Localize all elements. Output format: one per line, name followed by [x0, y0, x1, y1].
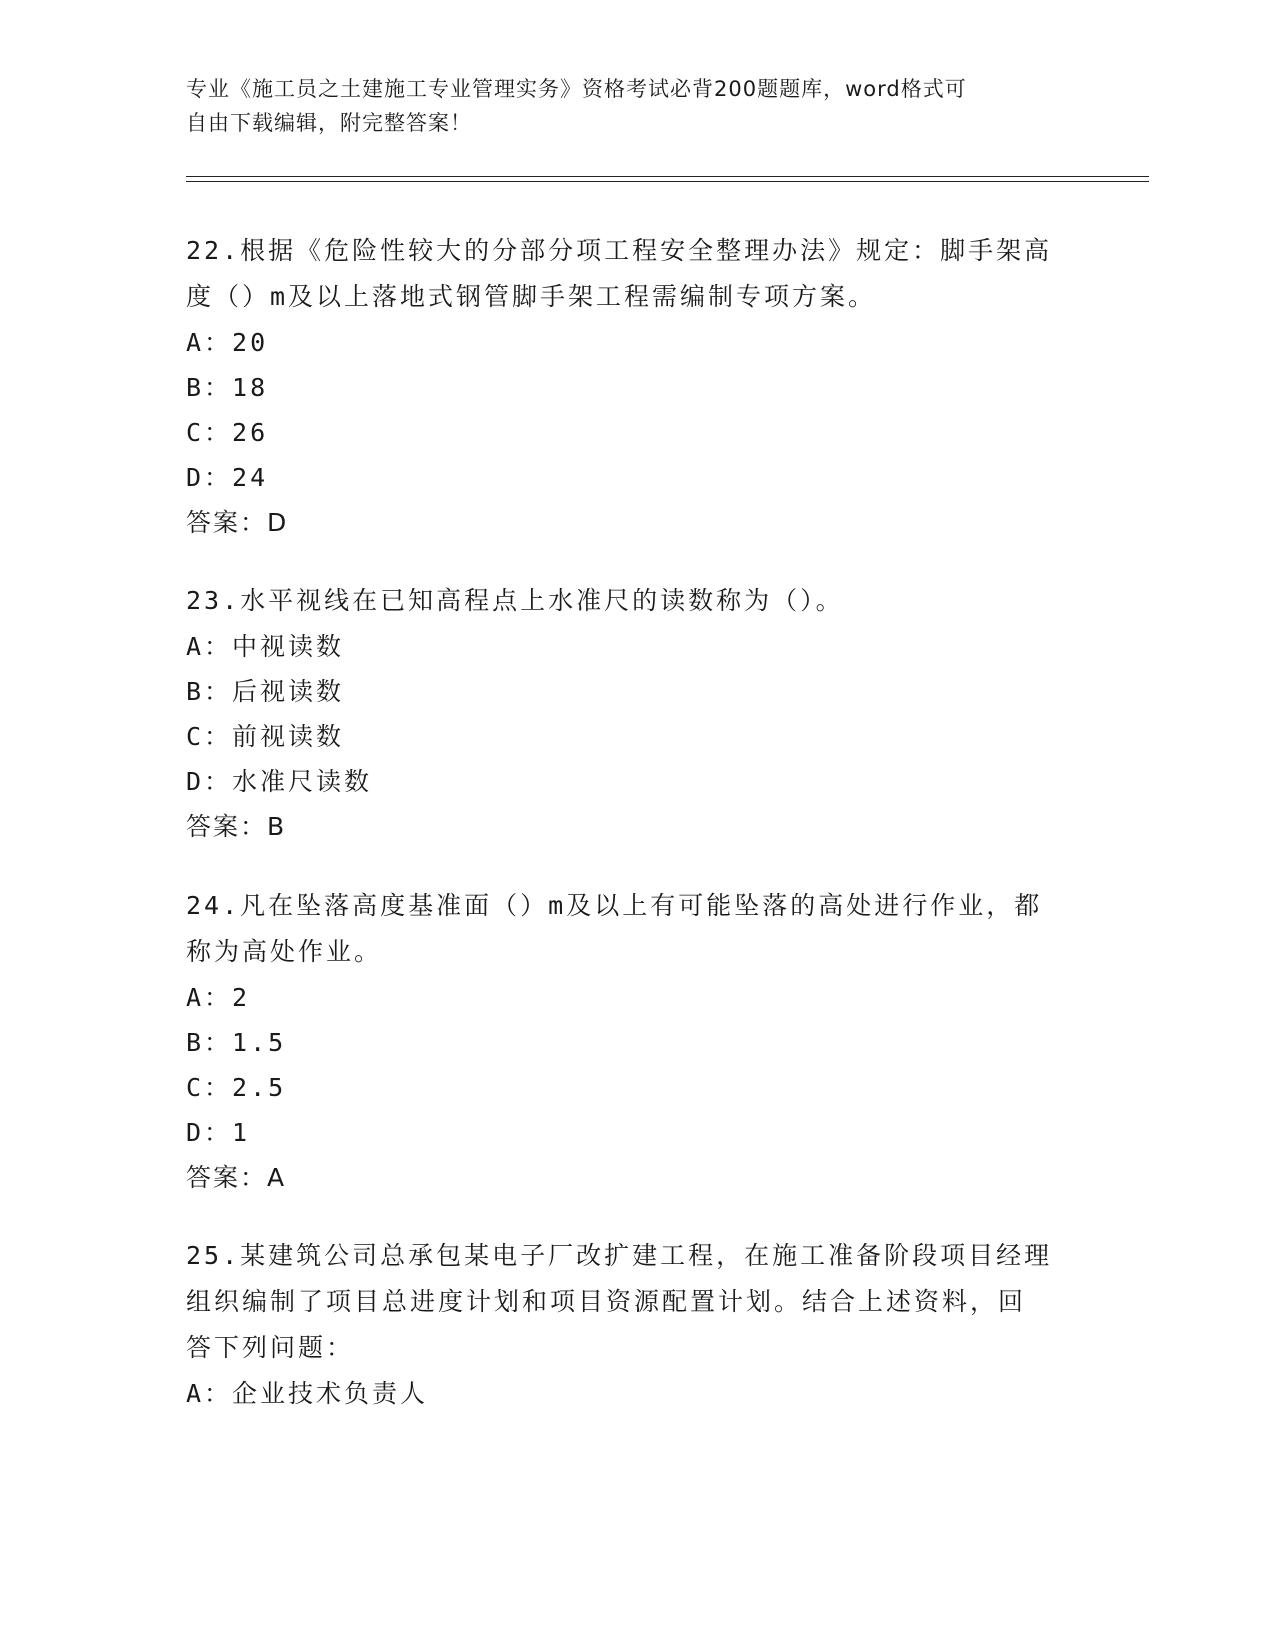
question-23	[186, 578, 1076, 849]
header-line-1: 专业《施工员之土建施工专业管理实务》资格考试必背200题题库，word格式可	[186, 77, 967, 101]
option-a: A：2	[186, 983, 251, 1012]
header-divider-top	[186, 176, 1149, 177]
question-stem: 24.凡在坠落高度基准面（）m及以上有可能坠落的高处进行作业，都	[186, 891, 1043, 920]
header-line-2: 自由下载编辑，附完整答案！	[186, 111, 472, 135]
answer: 答案：D	[186, 508, 289, 537]
question-stem: 度（）m及以上落地式钢管脚手架工程需编制专项方案。	[186, 282, 877, 311]
question-stem: 称为高处作业。	[186, 937, 383, 966]
question-stem: 答下列问题：	[186, 1333, 355, 1362]
option-a: A：20	[186, 328, 269, 357]
option-d: D：24	[186, 463, 269, 492]
option-a: A：中视读数	[186, 632, 345, 661]
option-d: D：1	[186, 1118, 251, 1147]
answer: 答案：B	[186, 812, 287, 841]
answer: 答案：A	[186, 1163, 287, 1192]
option-a: A：企业技术负责人	[186, 1379, 429, 1408]
option-c: C：2.5	[186, 1073, 287, 1102]
question-stem: 组织编制了项目总进度计划和项目资源配置计划。结合上述资料，回	[186, 1287, 1027, 1316]
option-b: B：1.5	[186, 1028, 287, 1057]
option-b: B：18	[186, 373, 269, 402]
question-stem: 22.根据《危险性较大的分部分项工程安全整理办法》规定：脚手架高	[186, 236, 1053, 265]
question-25	[186, 1233, 1076, 1416]
question-24	[186, 883, 1076, 1200]
document-header	[186, 72, 1076, 140]
option-d: D：水准尺读数	[186, 767, 373, 796]
option-c: C：前视读数	[186, 722, 345, 751]
question-stem: 23.水平视线在已知高程点上水准尺的读数称为（）。	[186, 586, 844, 615]
option-c: C：26	[186, 418, 269, 447]
header-divider-bottom	[186, 181, 1149, 182]
option-b: B：后视读数	[186, 677, 345, 706]
question-22	[186, 228, 1076, 545]
question-stem: 25.某建筑公司总承包某电子厂改扩建工程，在施工准备阶段项目经理	[186, 1241, 1053, 1270]
